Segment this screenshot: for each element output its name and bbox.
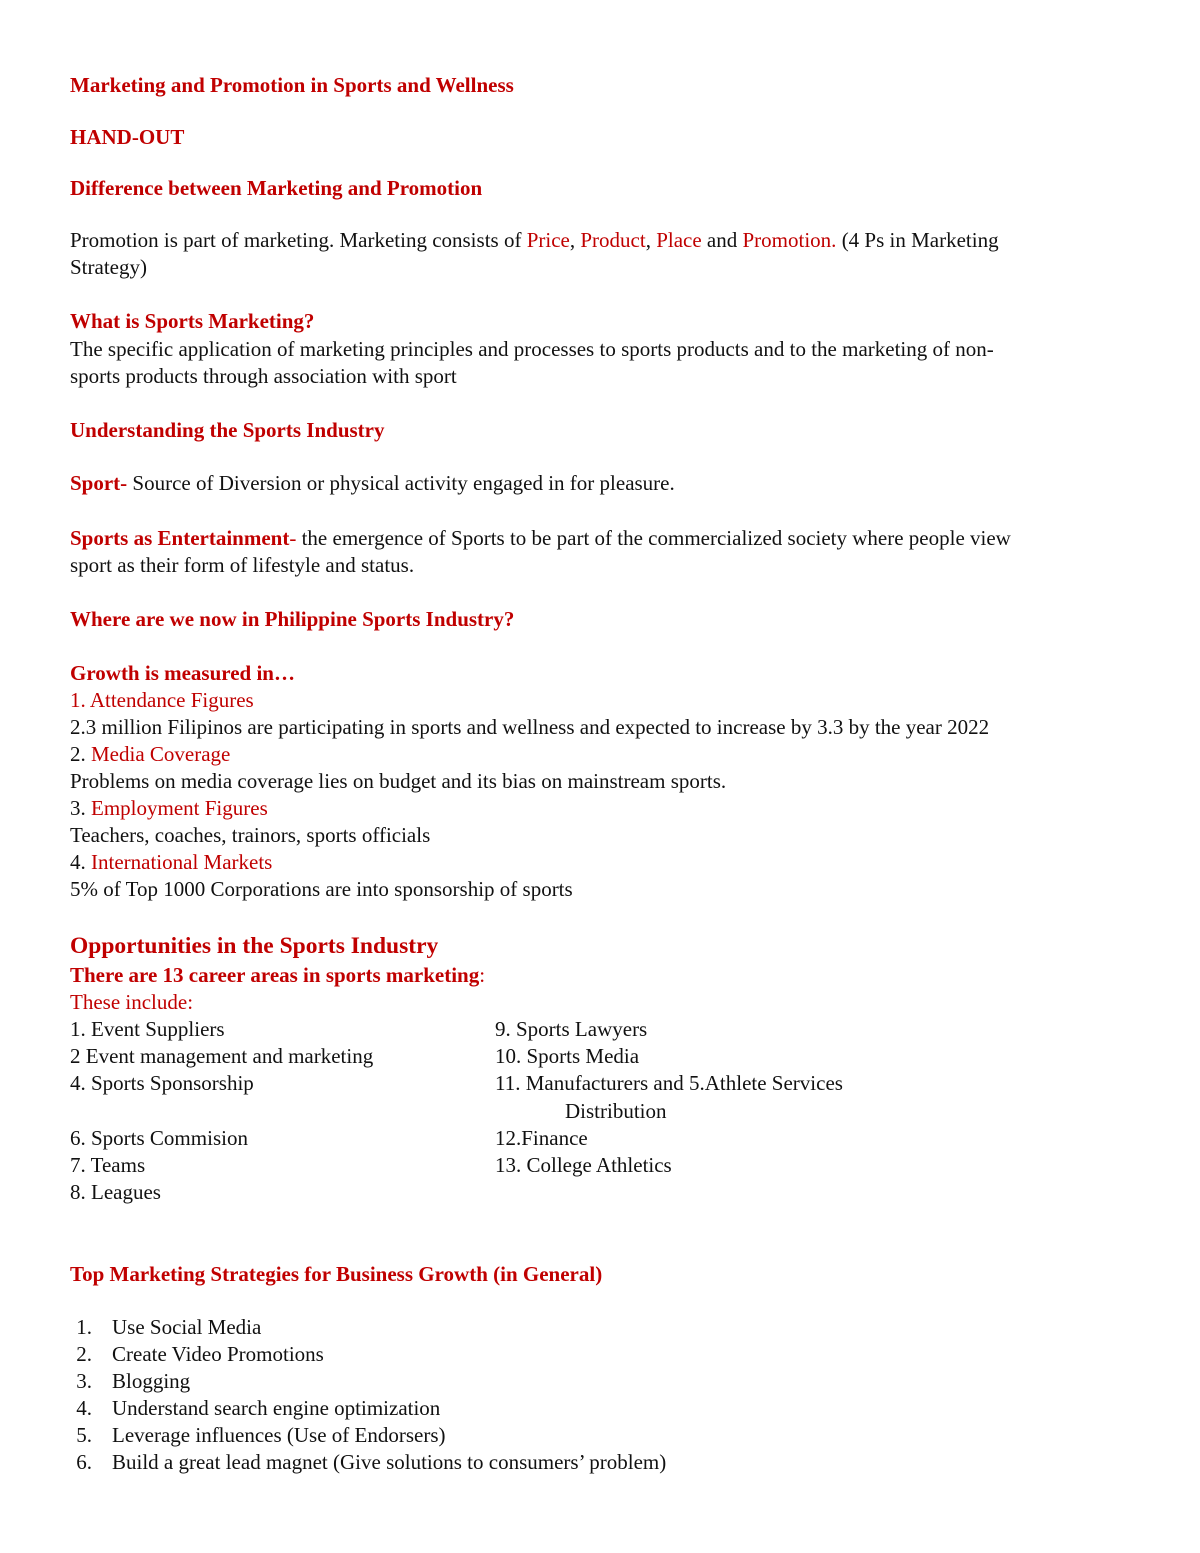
growth-item-label: Attendance Figures xyxy=(89,688,254,712)
strategies-heading: Top Marketing Strategies for Business Growth (in General) xyxy=(70,1262,603,1286)
growth-item-detail: 2.3 million Filipinos are participating in sports and wellness and expected to increase by 3.3 by the year 2022 xyxy=(70,715,990,739)
price-term: Price xyxy=(526,228,570,252)
career-list-item: 4. Sports Sponsorship xyxy=(70,1071,254,1095)
growth-item-label: Employment Figures xyxy=(91,796,268,820)
career-list-item: 10. Sports Media xyxy=(495,1044,640,1068)
career-list-item: 11. Manufacturers and 5.Athlete Services xyxy=(495,1071,843,1095)
career-list-item: 13. College Athletics xyxy=(495,1153,672,1177)
entertainment-definition-line1: Sports as Entertainment- the emergence of Sports to be part of the commercialized society where people view xyxy=(70,526,1011,550)
product-term: Product xyxy=(580,228,646,252)
career-list-item: 2 Event management and marketing xyxy=(70,1044,374,1068)
growth-item: 3. Employment Figures xyxy=(70,796,268,820)
strategy-item: 2. Create Video Promotions xyxy=(76,1342,324,1366)
strategy-item: 4. Understand search engine optimization xyxy=(76,1396,441,1420)
growth-item-label: Media Coverage xyxy=(91,742,231,766)
career-list-item: 1. Event Suppliers xyxy=(70,1017,225,1041)
career-list-item: 12.Finance xyxy=(495,1126,588,1150)
these-include-label: These include: xyxy=(70,990,194,1014)
growth-item: 4. International Markets xyxy=(70,850,273,874)
sport-term: Sport- xyxy=(70,471,128,495)
growth-item-detail: Problems on media coverage lies on budget and its bias on mainstream sports. xyxy=(70,769,727,793)
career-list-item: 9. Sports Lawyers xyxy=(495,1017,648,1041)
strategy-item: 1. Use Social Media xyxy=(76,1315,262,1339)
sports-marketing-definition-line2: sports products through association with sport xyxy=(70,364,457,388)
promotion-term: Promotion. xyxy=(742,228,837,252)
strategy-item: 5. Leverage influences (Use of Endorsers) xyxy=(76,1423,446,1447)
career-list-item-continuation: Distribution xyxy=(565,1099,667,1123)
sports-marketing-definition-line1: The specific application of marketing principles and processes to sports products and to the marketing of non- xyxy=(70,337,994,361)
growth-item-detail: Teachers, coaches, trainors, sports officials xyxy=(70,823,431,847)
entertainment-definition-line2: sport as their form of lifestyle and status. xyxy=(70,553,415,577)
place-term: Place xyxy=(656,228,702,252)
career-list-item: 7. Teams xyxy=(70,1153,146,1177)
document-title: Marketing and Promotion in Sports and Wellness xyxy=(70,73,514,97)
sports-industry-heading: Understanding the Sports Industry xyxy=(70,418,385,442)
career-list-item: 6. Sports Commision xyxy=(70,1126,248,1150)
difference-paragraph-line1: Promotion is part of marketing. Marketing consists of Price, Product, Place and Promotion. (4 Ps in Marketing xyxy=(70,228,999,252)
career-list-item: 8. Leagues xyxy=(70,1180,161,1204)
career-areas-subheading: There are 13 career areas in sports marketing: xyxy=(70,963,486,987)
handout-label: HAND-OUT xyxy=(70,125,185,149)
growth-heading: Growth is measured in… xyxy=(70,661,295,685)
sport-definition: Sport- Source of Diversion or physical activity engaged in for pleasure. xyxy=(70,471,675,495)
opportunities-heading: Opportunities in the Sports Industry xyxy=(70,933,439,959)
entertainment-term: Sports as Entertainment xyxy=(70,526,290,550)
growth-item: 1. Attendance Figures xyxy=(70,688,254,712)
growth-item-detail: 5% of Top 1000 Corporations are into sponsorship of sports xyxy=(70,877,573,901)
sports-marketing-heading: What is Sports Marketing? xyxy=(70,309,315,333)
growth-item-label: International Markets xyxy=(91,850,273,874)
philippine-industry-heading: Where are we now in Philippine Sports Industry? xyxy=(70,607,515,631)
growth-item: 2. Media Coverage xyxy=(70,742,231,766)
strategy-item: 6. Build a great lead magnet (Give solutions to consumers’ problem) xyxy=(76,1450,667,1474)
difference-heading: Difference between Marketing and Promotion xyxy=(70,176,483,200)
difference-paragraph-line2: Strategy) xyxy=(70,255,147,279)
strategy-item: 3. Blogging xyxy=(76,1369,191,1393)
